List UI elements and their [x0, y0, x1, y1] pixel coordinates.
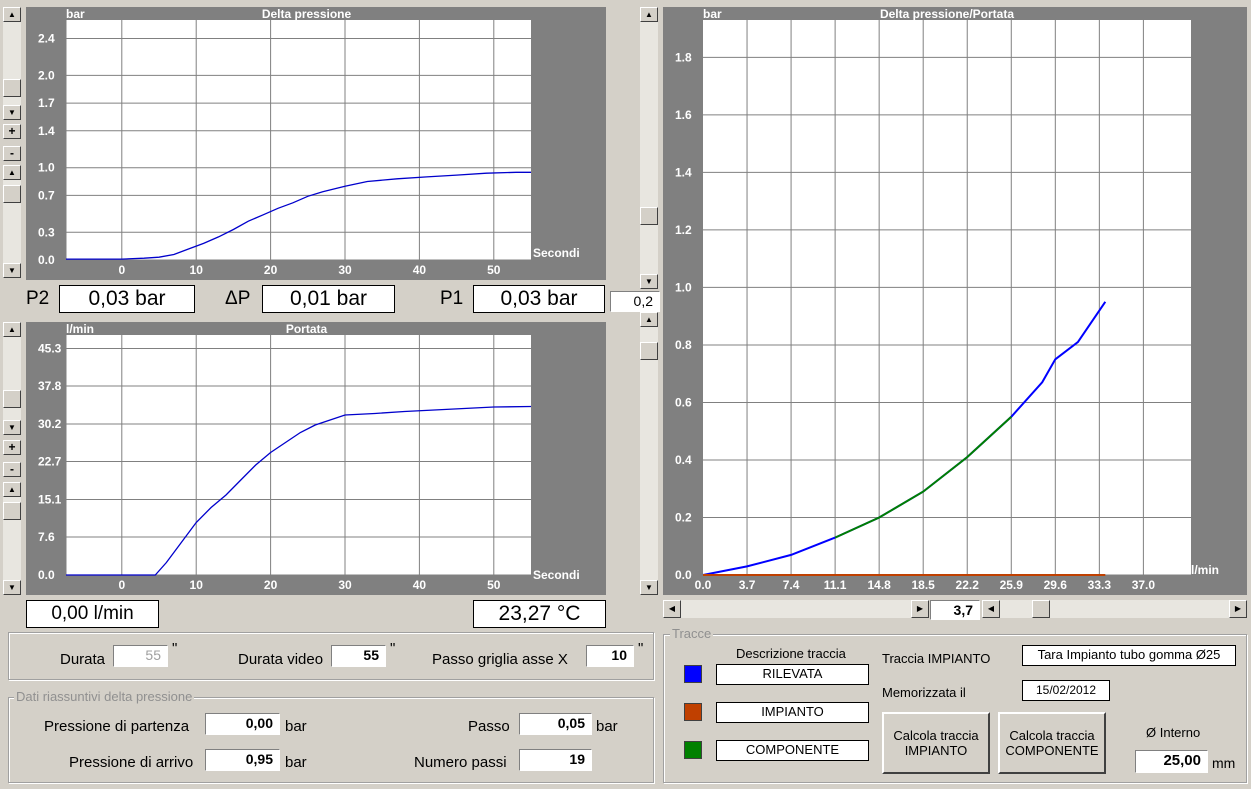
- durata-video-unit: ": [390, 640, 396, 657]
- y-tick-label: 0.0: [38, 253, 55, 267]
- x-tick-label: 40: [412, 578, 427, 592]
- p1-value: 0,03 bar: [473, 285, 605, 313]
- x-tick-label: 10: [189, 578, 203, 592]
- y-tick-label: 0.4: [675, 452, 692, 467]
- y-tick-label: 0.6: [675, 395, 692, 410]
- trace-color-componente[interactable]: [684, 741, 702, 759]
- x-axis-label: l/min: [1191, 563, 1220, 577]
- scroll-thumb[interactable]: [640, 207, 658, 225]
- diameter-label: Ø Interno: [1146, 725, 1201, 740]
- trace-color-impianto[interactable]: [684, 703, 702, 721]
- y-tick-label: 0.2: [675, 510, 692, 525]
- diameter-field[interactable]: 25,00: [1135, 750, 1208, 773]
- y-tick-label: 1.8: [675, 50, 692, 65]
- y-tick-label: 37.8: [38, 379, 62, 393]
- zoom-out-button[interactable]: -: [3, 462, 21, 477]
- x-tick-label: 29.6: [1043, 578, 1067, 592]
- y-tick-label: 2.4: [38, 31, 55, 46]
- x-tick-label: 10: [189, 263, 203, 277]
- diameter-unit: mm: [1212, 755, 1236, 771]
- chart-title: Delta pressione: [261, 7, 352, 21]
- y-axis-label: bar: [66, 7, 85, 21]
- start-pressure-unit: bar: [285, 718, 307, 735]
- zoom-in-button[interactable]: +: [3, 124, 21, 139]
- x-tick-label: 40: [412, 263, 427, 277]
- steps-count-label: Numero passi: [414, 754, 507, 771]
- y-tick-label: 1.0: [38, 160, 55, 175]
- x-tick-label: 14.8: [867, 578, 891, 592]
- p2-label: P2: [26, 288, 50, 309]
- y-tick-label: 1.7: [38, 96, 55, 111]
- scroll-down-icon[interactable]: ▼: [640, 580, 658, 595]
- traces-title: Tracce: [672, 626, 712, 641]
- x-tick-label: 0: [118, 263, 126, 277]
- chart-title: Delta pressione/Portata: [879, 7, 1015, 21]
- saved-date-value: 15/02/2012: [1022, 680, 1110, 701]
- x-axis-label: Secondi: [533, 246, 580, 260]
- y-axis-label: bar: [703, 7, 722, 21]
- flow-value: 0,00 l/min: [26, 600, 159, 628]
- scroll-up-icon[interactable]: ▲: [3, 7, 21, 22]
- trace-description-header: Descrizione traccia: [736, 646, 846, 661]
- y-tick-label: 1.4: [675, 165, 692, 180]
- scroll-up-icon[interactable]: ▲: [640, 7, 658, 22]
- passo-griglia-field[interactable]: 10: [586, 645, 634, 667]
- y-tick-label: 1.2: [675, 222, 692, 237]
- scroll-down-icon[interactable]: ▼: [3, 580, 21, 595]
- x-tick-label: 0.0: [694, 578, 712, 592]
- scroll-thumb[interactable]: [3, 79, 21, 97]
- y-tick-label: 1.0: [675, 280, 692, 295]
- y-axis-label: l/min: [66, 322, 95, 336]
- scroll-up-icon[interactable]: ▲: [3, 165, 21, 180]
- x-tick-label: 50: [487, 578, 501, 592]
- zoom-out-button[interactable]: -: [3, 146, 21, 161]
- scroll-thumb[interactable]: [1032, 600, 1050, 618]
- plot-area: [703, 20, 1191, 575]
- x-tick-label: 50: [487, 263, 501, 277]
- trace-label-componente: COMPONENTE: [716, 740, 869, 761]
- calc-componente-button[interactable]: Calcola traccia COMPONENTE: [998, 712, 1106, 774]
- chart-delta-pressione-svg: [26, 7, 606, 280]
- scroll-left-icon[interactable]: ◀: [663, 600, 681, 618]
- scroll-right-icon[interactable]: ▶: [1229, 600, 1247, 618]
- h-scroll-left[interactable]: [663, 600, 929, 618]
- scroll-right-icon[interactable]: ▶: [911, 600, 929, 618]
- chart-delta-pressione-portata: [663, 7, 1247, 595]
- scroll-down-icon[interactable]: ▼: [3, 420, 21, 435]
- x-tick-label: 22.2: [955, 578, 979, 592]
- small-value-field[interactable]: 0,2: [610, 291, 660, 312]
- y-tick-label: 0.3: [38, 225, 55, 240]
- y-tick-label: 1.4: [38, 123, 55, 138]
- y-tick-label: 2.0: [38, 68, 55, 83]
- passo-griglia-unit: ": [638, 640, 644, 657]
- saved-date-label: Memorizzata il: [882, 685, 966, 700]
- y-tick-label: 0.0: [675, 568, 692, 582]
- durata-unit: ": [172, 640, 178, 657]
- chart-title: Portata: [285, 322, 328, 336]
- trace-color-rilevata[interactable]: [684, 665, 702, 683]
- end-pressure-label: Pressione di arrivo: [69, 754, 194, 771]
- end-pressure-field[interactable]: 0,95: [205, 749, 280, 771]
- impianto-trace-value: Tara Impianto tubo gomma Ø25: [1022, 645, 1236, 666]
- x-tick-label: 20: [263, 578, 278, 592]
- end-pressure-unit: bar: [285, 754, 307, 771]
- scroll-thumb[interactable]: [3, 502, 21, 520]
- chart-portata-svg: [26, 322, 606, 595]
- scroll-thumb[interactable]: [3, 185, 21, 203]
- scroll-down-icon[interactable]: ▼: [3, 263, 21, 278]
- y-tick-label: 22.7: [38, 454, 62, 469]
- h-scroll-value[interactable]: 3,7: [930, 600, 980, 620]
- y-tick-label: 30.2: [38, 417, 62, 431]
- x-tick-label: 37.0: [1131, 578, 1156, 592]
- calc-impianto-button[interactable]: Calcola traccia IMPIANTO: [882, 712, 990, 774]
- h-scroll-right[interactable]: [982, 600, 1247, 618]
- durata-field[interactable]: 55: [113, 645, 168, 667]
- scroll-down-icon[interactable]: ▼: [640, 274, 658, 289]
- plot-area: [66, 20, 531, 260]
- plot-area: [66, 335, 531, 575]
- summary-title: Dati riassuntivi delta pressione: [16, 689, 193, 704]
- y-tick-label: 0.8: [675, 337, 692, 352]
- impianto-trace-label: Traccia IMPIANTO: [882, 651, 991, 666]
- x-tick-label: 30: [338, 263, 352, 277]
- y-tick-label: 45.3: [38, 341, 62, 356]
- middle-scroll-upper[interactable]: [640, 7, 658, 289]
- chart-portata: [26, 322, 606, 595]
- temperature-value: 23,27 °C: [473, 600, 606, 628]
- step-label: Passo: [468, 718, 510, 735]
- chart1-y-scroll-lower[interactable]: [3, 165, 21, 278]
- chart2-y-scroll-upper[interactable]: [3, 322, 21, 435]
- x-tick-label: 18.5: [911, 578, 935, 592]
- x-tick-label: 25.9: [999, 578, 1023, 592]
- scroll-up-icon[interactable]: ▲: [640, 312, 658, 327]
- scroll-thumb[interactable]: [640, 342, 658, 360]
- passo-griglia-label: Passo griglia asse X: [432, 651, 568, 668]
- scroll-up-icon[interactable]: ▲: [3, 322, 21, 337]
- x-tick-label: 7.4: [782, 578, 800, 592]
- x-tick-label: 33.3: [1087, 578, 1112, 592]
- scroll-down-icon[interactable]: ▼: [3, 105, 21, 120]
- x-tick-label: 11.1: [823, 578, 847, 592]
- start-pressure-field[interactable]: 0,00: [205, 713, 280, 735]
- y-tick-label: 0.0: [38, 568, 55, 582]
- x-tick-label: 0: [118, 578, 126, 592]
- start-pressure-label: Pressione di partenza: [44, 718, 190, 735]
- trace-label-rilevata: RILEVATA: [716, 664, 869, 685]
- durata-label: Durata: [60, 651, 106, 668]
- p2-value: 0,03 bar: [59, 285, 195, 313]
- x-tick-label: 30: [338, 578, 352, 592]
- trace-label-impianto: IMPIANTO: [716, 702, 869, 723]
- delta-p-value: 0,01 bar: [262, 285, 395, 313]
- zoom-in-button[interactable]: +: [3, 440, 21, 455]
- x-tick-label: 3.7: [738, 578, 756, 592]
- p1-label: P1: [440, 288, 464, 309]
- durata-video-label: Durata video: [238, 651, 324, 668]
- steps-count-field[interactable]: 19: [519, 749, 592, 771]
- x-axis-label: Secondi: [533, 568, 580, 582]
- middle-scroll-lower[interactable]: [640, 312, 658, 595]
- chart1-y-scroll-upper[interactable]: [3, 7, 21, 120]
- chart2-y-scroll-lower[interactable]: [3, 482, 21, 595]
- y-tick-label: 15.1: [38, 492, 62, 507]
- y-tick-label: 7.6: [38, 530, 55, 544]
- step-field[interactable]: 0,05: [519, 713, 592, 735]
- scroll-thumb[interactable]: [3, 390, 21, 408]
- scroll-left-icon[interactable]: ◀: [982, 600, 1000, 618]
- x-tick-label: 20: [263, 263, 278, 277]
- durata-video-field[interactable]: 55: [331, 645, 386, 667]
- delta-p-label: ΔP: [225, 288, 251, 309]
- y-tick-label: 1.6: [675, 107, 692, 122]
- y-tick-label: 0.7: [38, 188, 55, 203]
- chart-dp-portata-svg: [663, 7, 1247, 595]
- scroll-up-icon[interactable]: ▲: [3, 482, 21, 497]
- chart-delta-pressione: [26, 7, 606, 280]
- step-unit: bar: [596, 718, 618, 735]
